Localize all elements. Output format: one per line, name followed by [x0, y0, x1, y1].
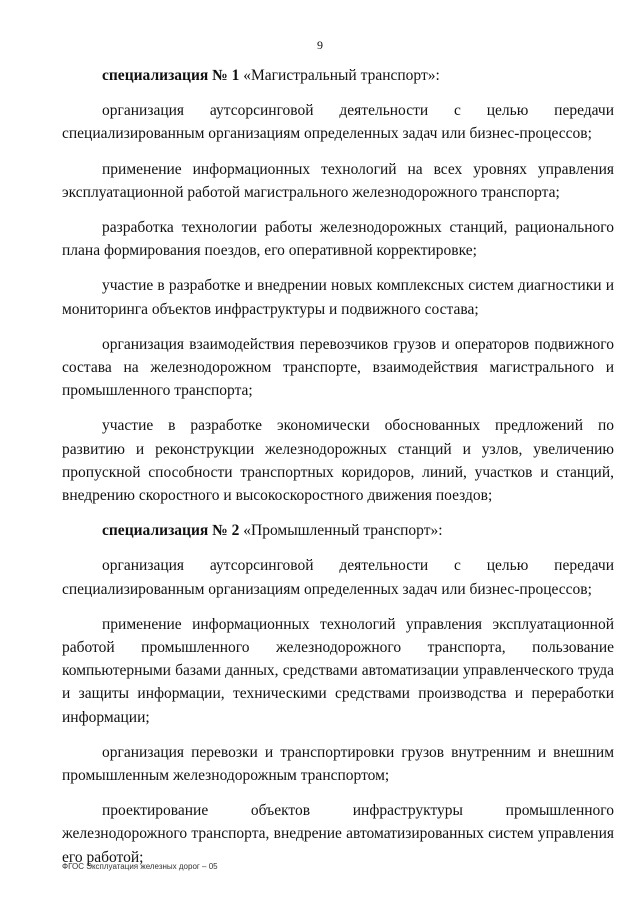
specialization-title: «Промышленный транспорт»:: [239, 522, 443, 540]
page-number: 9: [317, 38, 323, 52]
paragraph: разработка технологии работы железнодорожных станций, рационального плана формирования поездов, его оперативной корректировке;: [62, 219, 614, 260]
footer-note: ФГОС Эксплуатация железных дорог – 05: [62, 862, 218, 871]
paragraph: применение информационных технологий управления эксплуатационной работой промышленного железнодорожного транспорта, пользование компьютерными базами данных, средствами автоматизации управленческого труда и защиты информации, техническими средствами производства и переработки информации;: [62, 615, 614, 726]
specialization-label: специализация № 2: [102, 522, 240, 540]
paragraph: организация аутсорсинговой деятельности с целью передачи специализированным организациям определенных задач или бизнес-процессов;: [62, 102, 614, 143]
document-body: [62, 64, 614, 881]
paragraph: проектирование объектов инфраструктуры промышленного железнодорожного транспорта, внедрение автоматизированных систем управления его работой;: [62, 802, 614, 866]
specialization-1-heading: [62, 64, 614, 87]
paragraph: участие в разработке экономически обоснованных предложений по развитию и реконструкции железнодорожных станций и узлов, увеличению пропускной способности транспортных коридоров, линий, участков и станций, внедрению скоростного и высокоскоростного движения поездов;: [62, 417, 614, 505]
paragraph: организация аутсорсинговой деятельности с целью передачи специализированным организациям определенных задач или бизнес-процессов;: [62, 557, 614, 598]
paragraph: организация перевозки и транспортировки грузов внутренним и внешним промышленным железнодорожным транспортом;: [62, 743, 614, 785]
specialization-title: «Магистральный транспорт»:: [239, 67, 440, 84]
specialization-label: специализация № 1: [102, 67, 240, 84]
paragraph: применение информационных технологий на всех уровнях управления эксплуатационной работой магистрального железнодорожного транспорта;: [62, 160, 614, 201]
paragraph: организация взаимодействия перевозчиков грузов и операторов подвижного состава на железнодорожном транспорте, взаимодействия магистрального и промышленного транспорта;: [62, 335, 614, 400]
paragraph: участие в разработке и внедрении новых комплексных систем диагностики и мониторинга объектов инфраструктуры и подвижного состава;: [62, 277, 614, 318]
specialization-2-heading: [62, 519, 614, 542]
